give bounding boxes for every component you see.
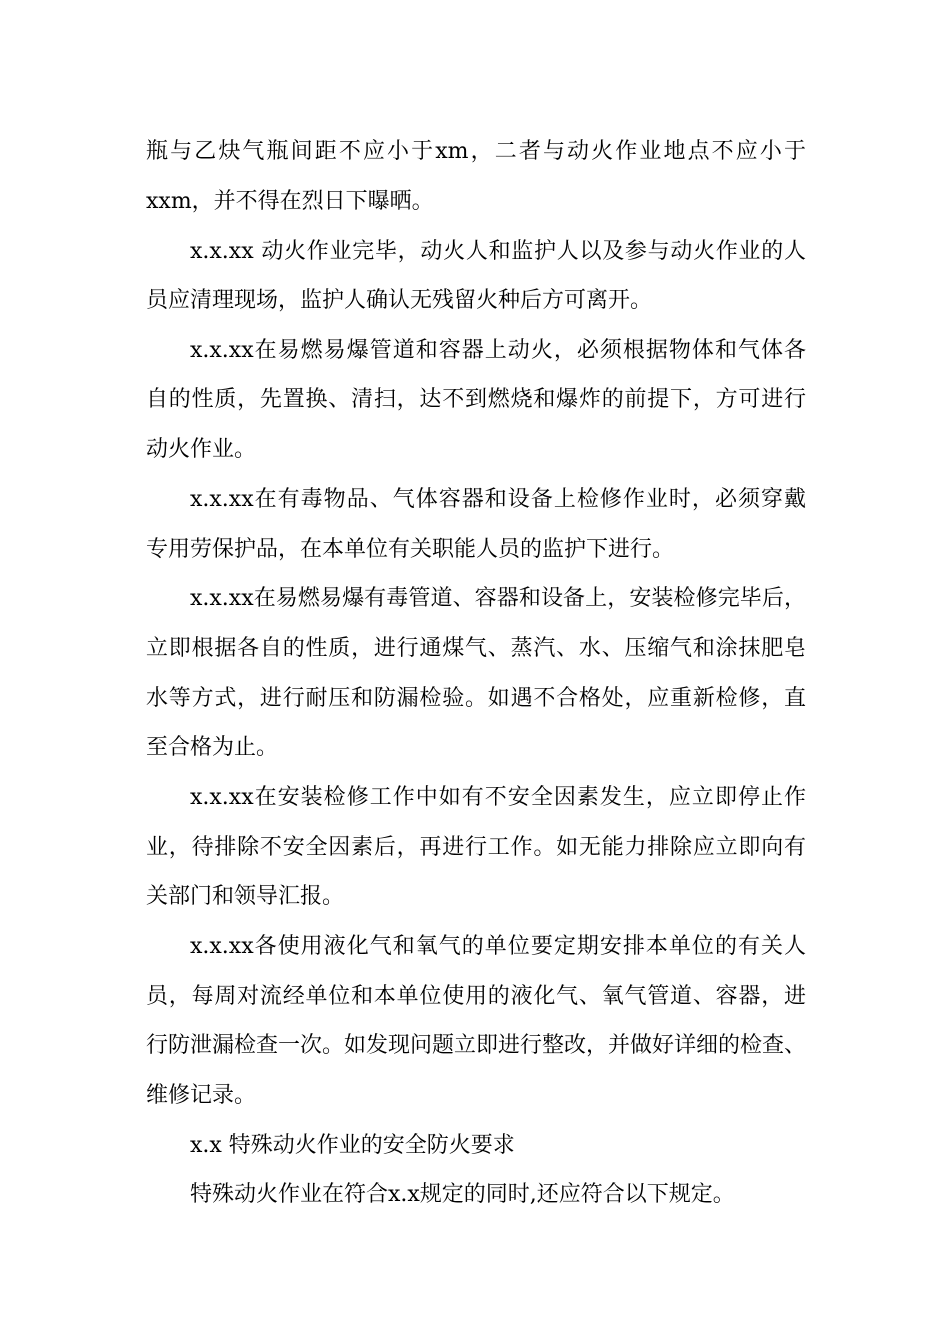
text-line: x.x.xx在有毒物品、气体容器和设备上检修作业时，必须穿戴: [190, 487, 806, 512]
text-line: x.x.xx在易燃易爆有毒管道、容器和设备上，安装检修完毕后，: [190, 586, 806, 611]
text-line: 关部门和领导汇报。: [146, 884, 345, 909]
text-line: 专用劳保护品，在本单位有关职能人员的监护下进行。: [146, 537, 675, 562]
text-line: 行防泄漏检查一次。如发现问题立即进行整改，并做好详细的检查、: [146, 1033, 807, 1058]
text-line: x.x.xx各使用液化气和氧气的单位要定期安排本单位的有关人: [190, 934, 806, 959]
text-line: 自的性质，先置换、清扫，达不到燃烧和爆炸的前提下，方可进行: [146, 387, 806, 412]
section-heading-text: x.x 特殊动火作业的安全防火要求: [190, 1133, 515, 1158]
text-line: 动火作业。: [146, 437, 257, 462]
text-line: x.x.xx在安装检修工作中如有不安全因素发生，应立即停止作: [190, 785, 806, 810]
text-line: xxm，并不得在烈日下曝晒。: [146, 189, 434, 214]
text-line: x.x.xx 动火作业完毕，动火人和监护人以及参与动火作业的人: [190, 239, 806, 264]
text-line: 员，每周对流经单位和本单位使用的液化气、氧气管道、容器，进: [146, 984, 806, 1009]
text-line: 立即根据各自的性质，进行通煤气、蒸汽、水、压缩气和涂抹肥皂: [146, 636, 806, 661]
text-line: 特殊动火作业在符合x.x规定的同时,还应符合以下规定。: [190, 1182, 735, 1207]
text-line: x.x.xx在易燃易爆管道和容器上动火，必须根据物体和气体各: [190, 338, 806, 363]
text-line: 员应清理现场，监护人确认无残留火种后方可离开。: [146, 288, 653, 313]
text-line: 业，待排除不安全因素后，再进行工作。如无能力排除应立即向有: [146, 835, 806, 860]
text-line: 水等方式，进行耐压和防漏检验。如遇不合格处，应重新检修，直: [146, 686, 806, 711]
text-line: 至合格为止。: [146, 735, 279, 760]
text-line: 维修记录。: [146, 1083, 257, 1108]
text-line: 瓶与乙炔气瓶间距不应小于xm，二者与动火作业地点不应小于: [146, 139, 806, 164]
